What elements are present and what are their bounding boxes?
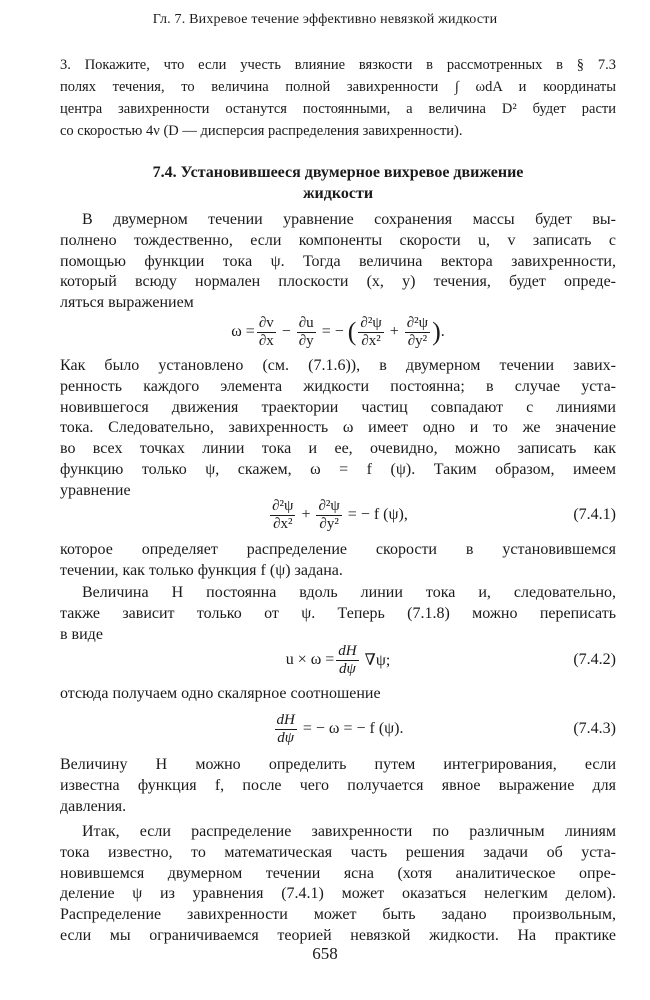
- text-line: уравнение: [60, 481, 131, 499]
- fraction: [405, 315, 430, 350]
- frac-den: ∂x²: [273, 515, 293, 532]
- eq-dot: .: [440, 323, 445, 340]
- paragraph-5: [60, 684, 616, 705]
- exercise-line: центра завихренности останутся постоянными, а величина D² будет расти: [60, 101, 616, 117]
- eq-lhs: ω =: [231, 323, 255, 340]
- frac-den: ∂x: [258, 332, 274, 349]
- text-line: который всюду нормален плоскости (x, y) течения, будет опреде-: [60, 273, 616, 291]
- text-line: в виде: [60, 625, 103, 643]
- equation-7-4-3: [60, 708, 616, 750]
- text-line: ляться выражением: [60, 294, 194, 312]
- left-paren: (: [347, 317, 357, 346]
- text-line: Распределение завихренности может быть задано произвольным,: [60, 906, 616, 924]
- text-line: также зависит только от ψ. Теперь (7.1.8) можно переписать: [60, 604, 616, 622]
- text-line: известна функция f, после чего получается явное выражение для: [60, 776, 616, 794]
- right-paren: ): [432, 317, 441, 346]
- frac-den: dψ: [277, 729, 295, 746]
- section-title: [60, 162, 616, 204]
- text-line: Как было установлено (см. (7.1.6)), в двумерном течении завих-: [60, 357, 616, 374]
- text-line: функцию только ψ, скажем, ω = f (ψ). Таким образом, имеем: [60, 460, 616, 478]
- exercise-line: 3. Покажите, что если учесть влияние вязкости в рассмотренных в § 7.3: [60, 57, 616, 73]
- eq-operator: +: [301, 506, 311, 523]
- equation-7-4-1: [60, 494, 616, 536]
- text-line: В двумерном течении уравнение сохранения массы будет вы-: [82, 211, 616, 228]
- equation-number: (7.4.2): [573, 651, 616, 668]
- text-line: Итак, если распределение завихренности по различным линиям: [82, 823, 616, 840]
- frac-num: dH: [276, 711, 295, 728]
- text-line: которое определяет распределение скорости в установившемся: [60, 541, 616, 558]
- eq-lhs: u × ω =: [285, 651, 335, 668]
- text-line: во всех точках линии тока и ее, очевидно, можно записать как: [60, 440, 616, 458]
- equation-number: (7.4.3): [573, 720, 616, 737]
- frac-num: ∂²ψ: [272, 497, 294, 514]
- equation-7-4-2: [60, 640, 616, 680]
- paragraph-2: [60, 356, 616, 502]
- eq-rhs: = − ω = − f (ψ).: [302, 720, 404, 737]
- text-line: помощью функции тока ψ. Тогда величина вектора завихренности,: [60, 252, 616, 270]
- fraction: [270, 498, 295, 533]
- frac-num: ∂²ψ: [406, 314, 429, 331]
- text-line: ренность каждого элемента жидкости постоянна; в случае уста-: [60, 377, 616, 395]
- fraction: [358, 315, 383, 350]
- frac-den: ∂y²: [407, 332, 428, 349]
- exercise-3: [60, 54, 616, 142]
- text-line: отсюда получаем одно скалярное соотношение: [60, 685, 381, 702]
- frac-num: ∂²ψ: [318, 497, 340, 514]
- text-line: новившемся двумерном течении ясна (хотя аналитическое опре-: [60, 864, 616, 882]
- frac-den: ∂y²: [319, 515, 339, 532]
- running-head: Гл. 7. Вихревое течение эффективно невязкой жидкости: [152, 12, 498, 27]
- paragraph-1: [60, 210, 616, 314]
- frac-num: dH: [338, 642, 357, 659]
- fraction: [336, 643, 358, 678]
- text-line: тока известно, то математическая часть решения задачи об уста-: [60, 843, 616, 861]
- text-line: Величину H можно определить путем интегрирования, если: [60, 756, 616, 773]
- text-line: новившегося движения траектории частиц совпадают с линиями: [60, 398, 616, 416]
- text-line: течении, как только функция f (ψ) задана.: [60, 561, 343, 579]
- fraction: [316, 498, 341, 533]
- paragraph-3: [60, 540, 616, 582]
- fraction: [297, 315, 316, 350]
- eq-operator: = −: [321, 323, 344, 340]
- text-line: Величина H постоянна вдоль линии тока и, следовательно,: [82, 584, 616, 601]
- frac-den: ∂y: [298, 332, 314, 349]
- paragraph-6: [60, 755, 616, 817]
- frac-num: ∂v: [258, 314, 274, 331]
- frac-den: dψ: [339, 660, 356, 677]
- fraction: [275, 712, 297, 747]
- text-line: тока. Следовательно, завихренность ω имеет одно и то же значение: [60, 419, 616, 437]
- equation-number: (7.4.1): [573, 506, 616, 523]
- paragraph-4: [60, 583, 616, 645]
- eq-rhs: ∇ψ;: [364, 652, 391, 669]
- text-line: давления.: [60, 797, 127, 815]
- exercise-line: со скоростью 4ν (D — дисперсия распределения завихренности).: [60, 123, 463, 139]
- frac-num: ∂²ψ: [360, 314, 382, 331]
- section-title-line: 7.4. Установившееся двумерное вихревое движение: [152, 164, 524, 181]
- text-line: если мы ограничиваемся теорией невязкой жидкости. На практике: [60, 926, 616, 944]
- eq-operator: −: [281, 323, 291, 340]
- paragraph-7: [60, 822, 616, 947]
- fraction: [257, 315, 276, 350]
- equation-omega: [60, 310, 616, 354]
- exercise-line: полях течения, то величина полной завихренности ∫ ωdA и координаты: [60, 79, 616, 95]
- page-number: 658: [312, 944, 338, 963]
- text-line: полнено тождественно, если компоненты скорости u, v записать с: [60, 231, 616, 249]
- eq-rhs: = − f (ψ),: [347, 506, 408, 523]
- text-line: деление ψ из уравнения (7.4.1) может оказаться нелегким делом).: [60, 885, 616, 903]
- eq-operator: +: [389, 323, 399, 340]
- frac-num: ∂u: [298, 314, 314, 331]
- frac-den: ∂x²: [361, 332, 381, 349]
- section-title-line: жидкости: [302, 185, 374, 202]
